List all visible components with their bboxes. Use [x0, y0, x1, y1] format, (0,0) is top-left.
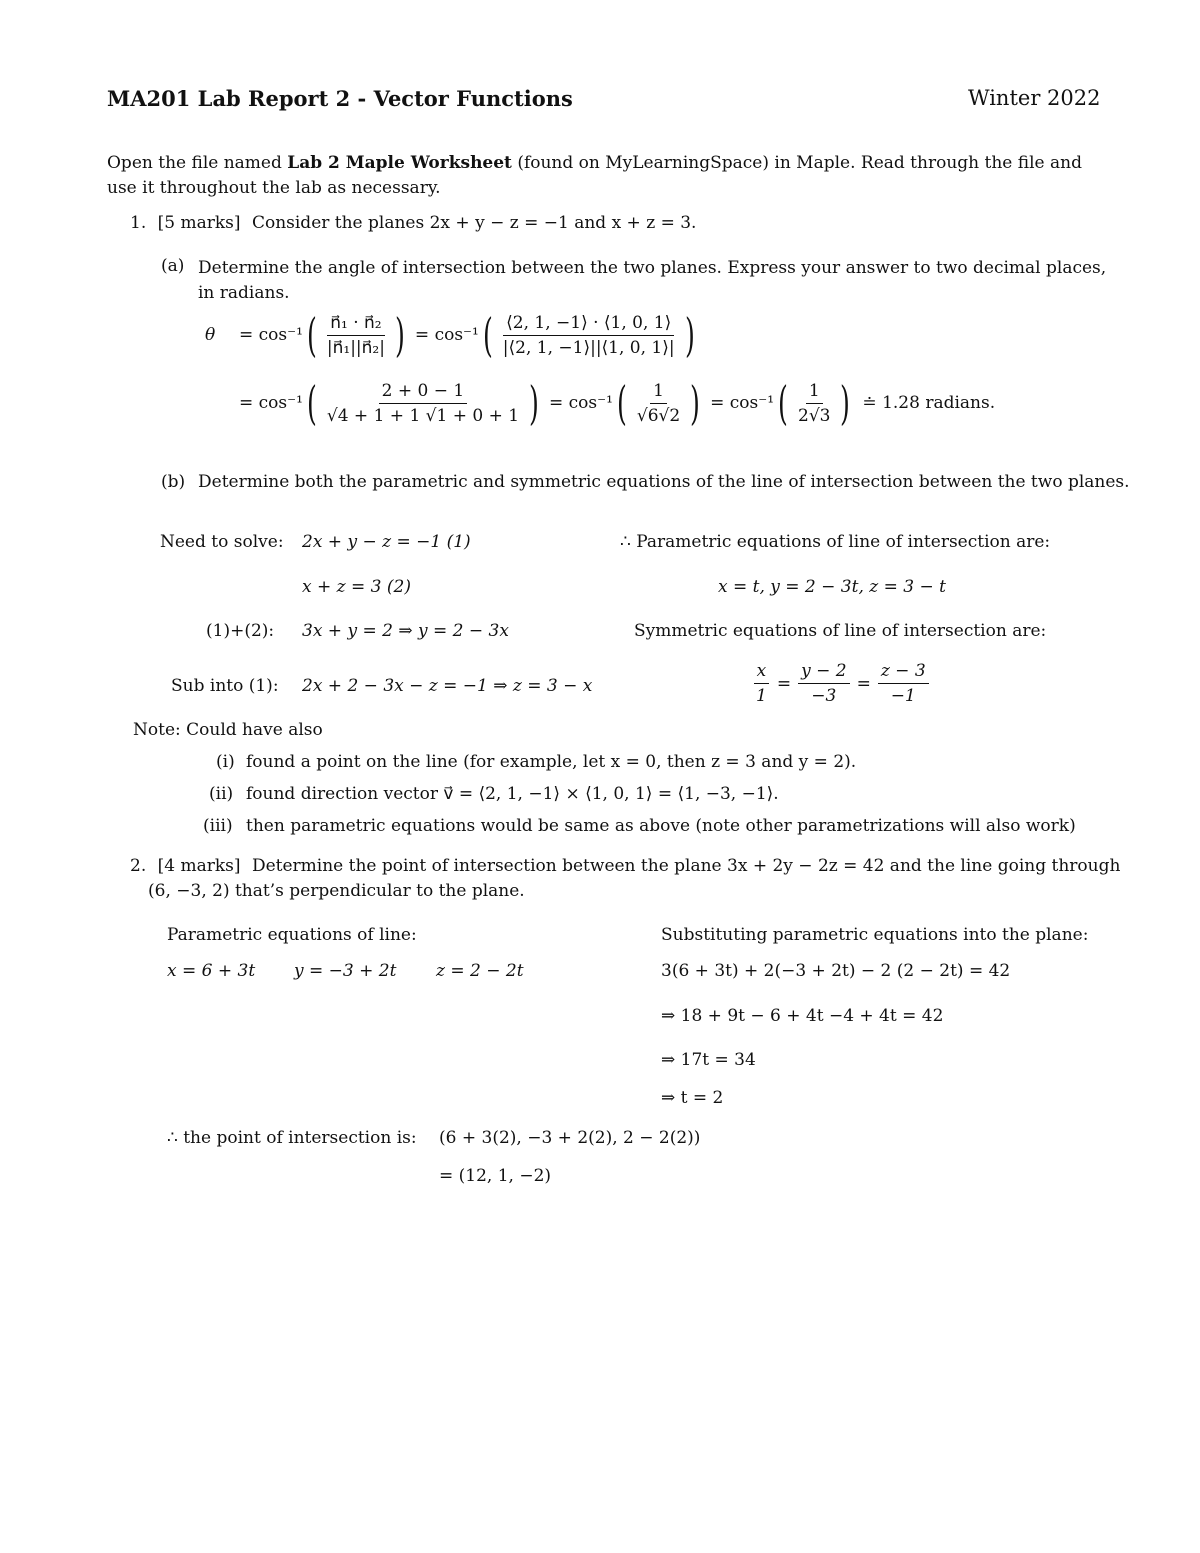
intersection-result: = (12, 1, −2)	[439, 1166, 552, 1186]
part-a-label: (a)	[161, 256, 185, 276]
line-parametric-heading: Parametric equations of line:	[167, 925, 417, 945]
plane-equation-2: x + z = 3 (2)	[302, 577, 411, 597]
arccos-2: = cos⁻¹	[414, 325, 479, 345]
note-item-2-text: found direction vector v⃗ = ⟨2, 1, −1⟩ × ⟨1, 0, 1⟩ = ⟨1, −3, −1⟩.	[246, 784, 779, 804]
param-z: z = 2 − 2t	[436, 961, 524, 981]
note-item-3-label: (iii)	[203, 816, 233, 836]
intro-text-a: Open the file named	[107, 153, 288, 173]
arccos-4: = cos⁻¹	[549, 393, 613, 413]
question-prompt-line1: Determine the point of intersection between the plane 3x + 2y − 2z = 42 and the line going through	[251, 856, 1121, 876]
intro-text-b: (found on MyLearningSpace) in Maple. Read through the file and	[511, 153, 1082, 173]
parametric-equations: x = t, y = 2 − 3t, z = 3 − t	[718, 577, 946, 597]
magnitude-fraction: $\frac{2 + 0 - 1}{√4 + 1 + 1 √1 + 0 + 1}$	[326, 380, 520, 426]
sum-label: (1)+(2):	[206, 621, 275, 641]
substitution-step-4: ⇒ t = 2	[661, 1088, 724, 1108]
arccos-5: = cos⁻¹	[710, 393, 775, 413]
page-title: MA201 Lab Report 2 - Vector Functions	[107, 86, 573, 111]
symmetric-equations: $\frac{x}{1}$ = $\frac{y - 2}{-3}$ = $\frac{z - 3}{-1}$	[750, 661, 932, 706]
question-number: 2.	[130, 856, 147, 876]
part-a-text	[198, 256, 1106, 306]
substitution-step-2: ⇒ 18 + 9t − 6 + 4t −4 + 4t = 42	[661, 1006, 944, 1026]
substitution-equation: 2x + 2 − 3x − z = −1 ⇒ z = 3 − x	[302, 676, 593, 696]
simplified-fraction-1: $\frac{1}{√6√2}$	[636, 380, 681, 426]
part-a-line1: Determine the angle of intersection between the two planes. Express your answer to two decimal places,	[198, 258, 1107, 278]
simplified-fraction-2: $\frac{1}{2√3}$	[798, 380, 831, 426]
marks-label: [5 marks]	[157, 213, 241, 233]
intro-text-c: use it throughout the lab as necessary.	[107, 178, 441, 198]
marks-label: [4 marks]	[157, 856, 241, 876]
sum-equation: 3x + y = 2 ⇒ y = 2 − 3x	[302, 621, 509, 641]
vector-fraction: $\frac{⟨2, 1, -1⟩ \cdot ⟨1, 0, 1⟩}{|⟨2, 1, -1⟩||⟨1, 0, 1⟩|}$	[502, 312, 675, 358]
part-b-label: (b)	[161, 472, 186, 492]
intersection-expression: (6 + 3(2), −3 + 2(2), 2 − 2(2))	[439, 1128, 701, 1148]
substitution-heading: Substituting parametric equations into the plane:	[661, 925, 1089, 945]
angle-result: ≐ 1.28 radians.	[862, 393, 996, 413]
parametric-heading: ∴ Parametric equations of line of intersection are:	[620, 532, 1051, 552]
intro-paragraph	[107, 151, 1082, 201]
param-y: y = −3 + 2t	[294, 961, 397, 981]
worksheet-name: Lab 2 Maple Worksheet	[287, 153, 512, 173]
plane-equation-1: 2x + y − z = −1 (1)	[302, 532, 471, 552]
note-item-2-label: (ii)	[209, 784, 234, 804]
substitution-step-1: 3(6 + 3t) + 2(−3 + 2t) − 2 (2 − 2t) = 42	[661, 961, 1011, 981]
theta-symbol: θ	[205, 325, 216, 345]
need-to-solve-label: Need to solve:	[160, 532, 284, 552]
angle-equation-row-1: θ = cos⁻¹ ( $\frac{\text{n⃗₁ · n⃗₂}}{\text{|n⃗₁||n⃗₂|}}$ ) = cos⁻¹ ( $\frac{⟨2, 1, -1⟩ \cdot ⟨1, 0, 1⟩}{|⟨2, 1, -1⟩||⟨1, 0, 1⟩|}$ )	[205, 308, 695, 362]
angle-equation-row-2: = cos⁻¹ ( $\frac{2 + 0 - 1}{√4 + 1 + 1 √1 + 0 + 1}$ ) = cos⁻¹ ( $\frac{1}{√6√2}$ ) = cos⁻¹ ( $\frac{1}{2√3}$ ) ≐ 1.28 radians.	[239, 376, 996, 430]
note-item-3-text: then parametric equations would be same as above (note other parametrizations will also work)	[246, 816, 1076, 836]
arccos-1: = cos⁻¹	[239, 325, 303, 345]
question-2-heading	[130, 854, 1120, 904]
part-b-text: Determine both the parametric and symmetric equations of the line of intersection between the two planes.	[198, 472, 1130, 492]
question-prompt-line2: (6, −3, 2) that’s perpendicular to the plane.	[148, 881, 525, 901]
note-item-1-text: found a point on the line (for example, let x = 0, then z = 3 and y = 2).	[246, 752, 857, 772]
arccos-3: = cos⁻¹	[239, 393, 303, 413]
note-heading: Note: Could have also	[133, 720, 323, 740]
question-1-heading	[130, 213, 696, 233]
term-label: Winter 2022	[968, 86, 1101, 110]
normal-fraction: $\frac{\text{n⃗₁ · n⃗₂}}{\text{|n⃗₁||n⃗₂|}}$	[326, 312, 385, 358]
substitution-label: Sub into (1):	[171, 676, 279, 696]
question-number: 1.	[130, 213, 147, 233]
question-prompt: Consider the planes 2x + y − z = −1 and x + z = 3.	[251, 213, 697, 233]
symmetric-heading: Symmetric equations of line of intersection are:	[634, 621, 1047, 641]
part-a-line2: in radians.	[198, 283, 290, 303]
intersection-label: ∴ the point of intersection is:	[167, 1128, 417, 1148]
param-x: x = 6 + 3t	[167, 961, 256, 981]
substitution-step-3: ⇒ 17t = 34	[661, 1050, 756, 1070]
note-item-1-label: (i)	[216, 752, 235, 772]
